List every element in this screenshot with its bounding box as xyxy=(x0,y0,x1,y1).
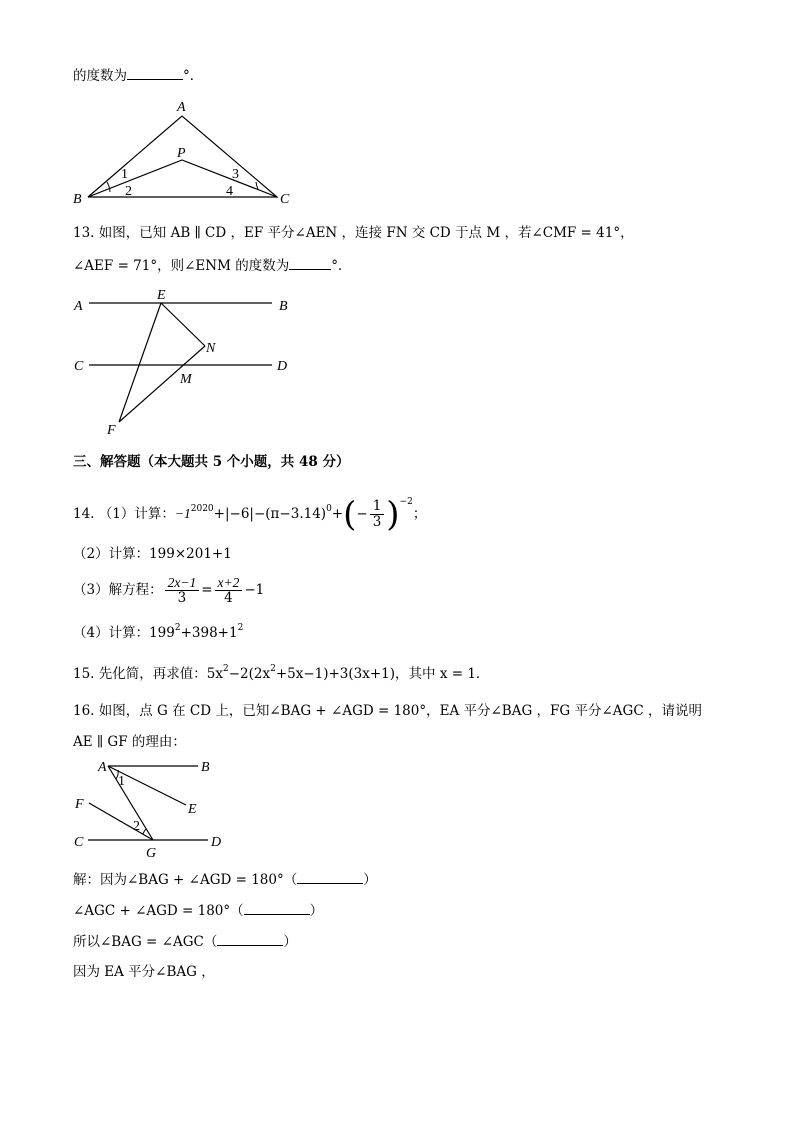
q14-fraction: $\frac{1}{3}$ xyxy=(370,499,385,530)
label-a: A xyxy=(74,299,83,314)
angle-arc-2 xyxy=(143,829,146,834)
q12-tail-line: 的度数为 °． xyxy=(73,68,204,84)
q16-blank-2[interactable] xyxy=(244,901,310,915)
label-f: F xyxy=(107,423,116,438)
q16-blank-1[interactable] xyxy=(297,870,363,884)
q14-part1: 14. （1）计算：$-1^{2020}+|-6|-(\pi-3.14)^0+(-$ $\frac{1}{3}$ )$^{-2}$； xyxy=(73,494,427,535)
q15-line: 15. 先化简，再求值：$5x^2-2(2x^2+5x-1)+3(3x+1)$，其中 x = 1． xyxy=(73,664,490,682)
q16-blank-3[interactable] xyxy=(217,932,283,946)
label-f: F xyxy=(75,797,84,812)
q13-line1: 13. 如图，已知 AB ∥ CD ，EF 平分∠AEN ，连接 FN 交 CD 于点 M ，若∠CMF = 41°， xyxy=(73,225,634,241)
q16-line2: AE ∥ GF 的理由： xyxy=(73,734,186,750)
q16-line1: 16. 如图，点 G 在 CD 上，已知∠BAG + ∠AGD = 180°，EA 平分∠BAG ，FG 平分∠AGC ，请说明 xyxy=(73,703,702,719)
label-2: 2 xyxy=(133,819,140,834)
section-3-title: 三、解答题（本大题共 5 个小题，共 48 分） xyxy=(73,454,350,470)
label-c: C xyxy=(280,192,290,207)
q16-solution-line3: 所以∠BAG = ∠AGC（ ） xyxy=(73,934,297,950)
q13-line2: ∠AEF = 71°，则∠ENM 的度数为 °． xyxy=(73,258,352,274)
label-b: B xyxy=(73,192,82,207)
label-g: G xyxy=(146,846,157,861)
label-3: 3 xyxy=(232,167,239,182)
label-e: E xyxy=(157,288,166,303)
label-d: D xyxy=(211,835,222,850)
label-c: C xyxy=(74,359,84,374)
label-p: P xyxy=(177,146,186,161)
q14-part3: （3）解方程： $\frac{2x-1}{3}$ = $\frac{x+2}{4}$ −1 xyxy=(73,575,265,606)
label-a: A xyxy=(177,100,186,115)
label-e: E xyxy=(188,802,197,817)
label-1: 1 xyxy=(121,167,128,182)
label-2: 2 xyxy=(125,184,132,199)
label-n: N xyxy=(206,341,216,356)
q14-part4: （4）计算：$199^2+398+1^2$ xyxy=(73,623,244,641)
q16-solution-line4: 因为 EA 平分∠BAG ， xyxy=(73,964,215,980)
label-4: 4 xyxy=(226,184,233,199)
segment-fg xyxy=(89,803,153,840)
q14-part2: （2）计算：199×201+1 xyxy=(73,546,232,562)
label-b: B xyxy=(201,760,210,775)
q16-solution-line1: 解：因为∠BAG + ∠AGD = 180°（ ） xyxy=(73,872,377,888)
label-b: B xyxy=(279,299,288,314)
label-c: C xyxy=(74,835,84,850)
label-1: 1 xyxy=(118,774,125,789)
label-a: A xyxy=(98,760,107,775)
label-d: D xyxy=(277,359,288,374)
label-m: M xyxy=(180,372,192,387)
q16-solution-line2: ∠AGC + ∠AGD = 180°（ ） xyxy=(73,903,324,919)
